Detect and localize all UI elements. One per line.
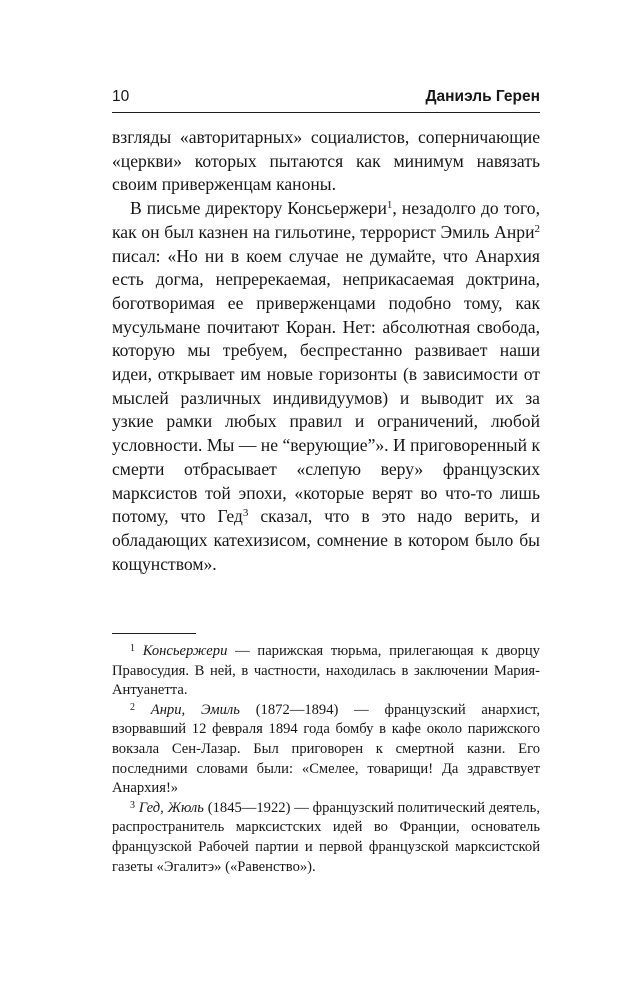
footnote-term: Консьержери	[142, 643, 228, 659]
footnote-separator	[112, 633, 196, 634]
paragraph-2-part-b: , незадолго до того, как он был казнен на гильотине, террорист Эмиль Анри	[112, 198, 540, 242]
footnote-ref-3: 3	[242, 507, 249, 520]
running-head-author: Даниэль Герен	[425, 88, 540, 105]
footnote-mark: 3	[130, 799, 135, 811]
footnote-text: (1872—1894) — французский анархист, взорвавший 12 февраля 1894 года бомбу в кафе около парижского вокзала Сен-Лазар. Был приговорен к смертной казни. Его последними словами были: «Смелее, товарищи! Да здравствует Анархия!»	[112, 701, 540, 797]
header-rule	[112, 112, 540, 113]
footnote-term: Анри, Эмиль	[150, 701, 240, 718]
paragraph-1: взгляды «авторитарных» социалистов, соперничающие «церкви» которых пытаются как минимум навязать своим приверженцам каноны.	[112, 127, 540, 195]
footnote-mark: 1	[130, 643, 135, 654]
page-number: 10	[112, 88, 130, 105]
footnotes	[112, 642, 540, 877]
footnote-text: (1845—1922) — французский политический деятель, распространитель марксистских идей во Франции, основатель французской Рабочей партии и первой французской марксистской газеты «Эгалитэ» («Равенство»).	[112, 799, 540, 875]
footnote	[112, 799, 540, 877]
paragraph-2	[112, 197, 540, 576]
footnote-ref-1: 1	[386, 199, 393, 212]
paragraph-2-part-d: сказал, что в это надо верить, и обладающих катехизисом, сомнение в котором было бы кощунством».	[112, 506, 541, 574]
footnote-ref-2: 2	[534, 222, 540, 235]
footnote-mark: 2	[130, 701, 135, 713]
footnote	[112, 642, 540, 701]
footnote	[112, 701, 540, 799]
footnote-term: Гед, Жюль	[138, 799, 204, 816]
footnote-text: — парижская тюрьма, прилегающая к дворцу Правосудия. В ней, в частности, находилась в заключении Мария-Антуанетта.	[112, 643, 540, 699]
paragraph-2-part-a: В письме директору Консьержери	[130, 198, 387, 219]
paragraph-2-part-c: писал: «Но ни в коем случае не думайте, что Анархия есть догма, непререкаемая, неприкасаемая доктрина, боготворимая ее приверженцами подобно тому, как мусульмане почитают Коран. Нет: абсолютная свобода, которую мы требуем, беспрестанно развивает наши идеи, открывает им новые горизонты (в зависимости от мыслей различных индивидуумов) и выводит их за узкие рамки любых правил и ограничений, любой условности. Мы — не “верующие”». И приговоренный к смерти отбрасывает «слепую веру» французских марксистов той эпохи, «которые верят во что-то лишь потому, что Гед	[112, 245, 540, 527]
main-text	[112, 126, 540, 576]
page-header	[112, 86, 540, 108]
